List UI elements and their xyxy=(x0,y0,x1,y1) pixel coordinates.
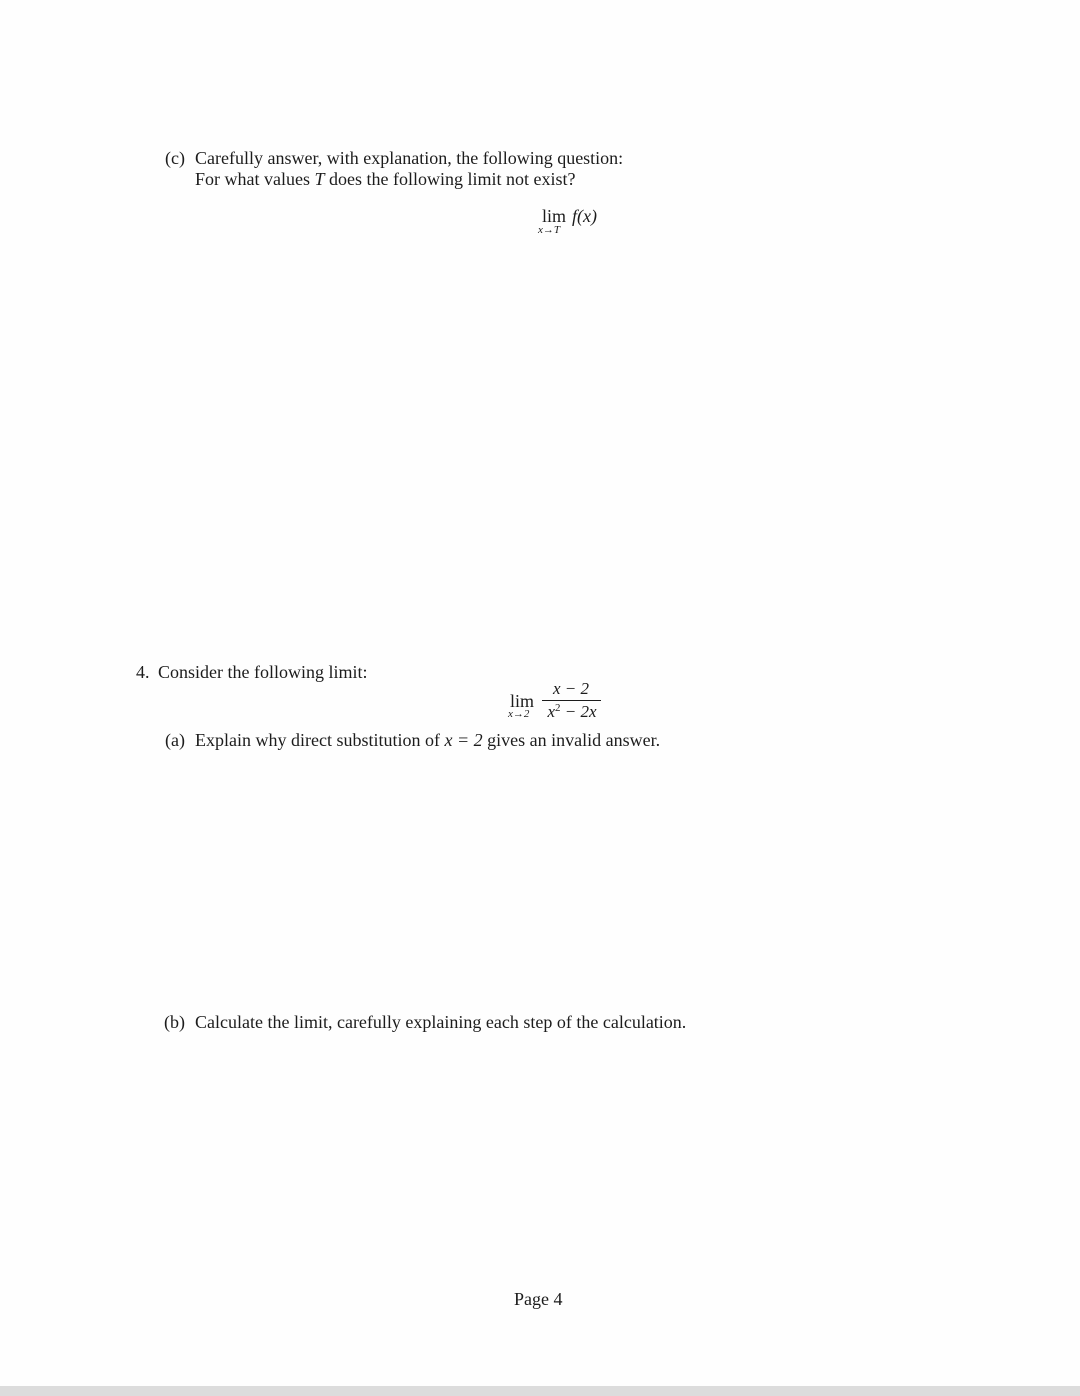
fraction-denominator xyxy=(541,702,603,722)
denominator-base: x xyxy=(547,702,555,721)
lim-operator: lim xyxy=(542,206,567,226)
limit-subscript-c: x→T xyxy=(538,224,560,236)
part-a-text xyxy=(195,729,660,751)
denominator-exponent: 2 xyxy=(555,702,561,714)
lim-operator-4: lim xyxy=(510,691,535,711)
viewer-bottom-bar xyxy=(0,1386,1080,1396)
part-c-label: (c) xyxy=(165,148,185,168)
limit-function: f(x) xyxy=(572,206,597,226)
part-b-label: (b) xyxy=(164,1012,185,1032)
question-4-label: 4. xyxy=(136,662,150,682)
part-c-line2-post: does the following limit not exist? xyxy=(324,169,576,189)
part-c-line2-pre: For what values xyxy=(195,169,315,189)
part-a-text-math: x = 2 xyxy=(444,730,483,750)
part-b-text: Calculate the limit, carefully explaining each step of the calculation. xyxy=(195,1012,687,1032)
part-c-line2-var: T xyxy=(314,169,325,189)
part-a-text-pre: Explain why direct substitution of xyxy=(195,730,445,750)
part-c-line2 xyxy=(195,168,575,190)
part-a-label: (a) xyxy=(165,730,185,750)
part-a-text-post: gives an invalid answer. xyxy=(482,730,661,750)
fraction-numerator: x − 2 xyxy=(552,679,590,698)
part-c-line1: Carefully answer, with explanation, the following question: xyxy=(195,148,624,168)
denominator-rest: − 2x xyxy=(560,702,597,721)
limit-subscript-4: x→2 xyxy=(508,708,530,720)
fraction-bar xyxy=(542,700,601,701)
question-4-text: Consider the following limit: xyxy=(158,662,368,682)
page-number: Page 4 xyxy=(514,1289,563,1309)
